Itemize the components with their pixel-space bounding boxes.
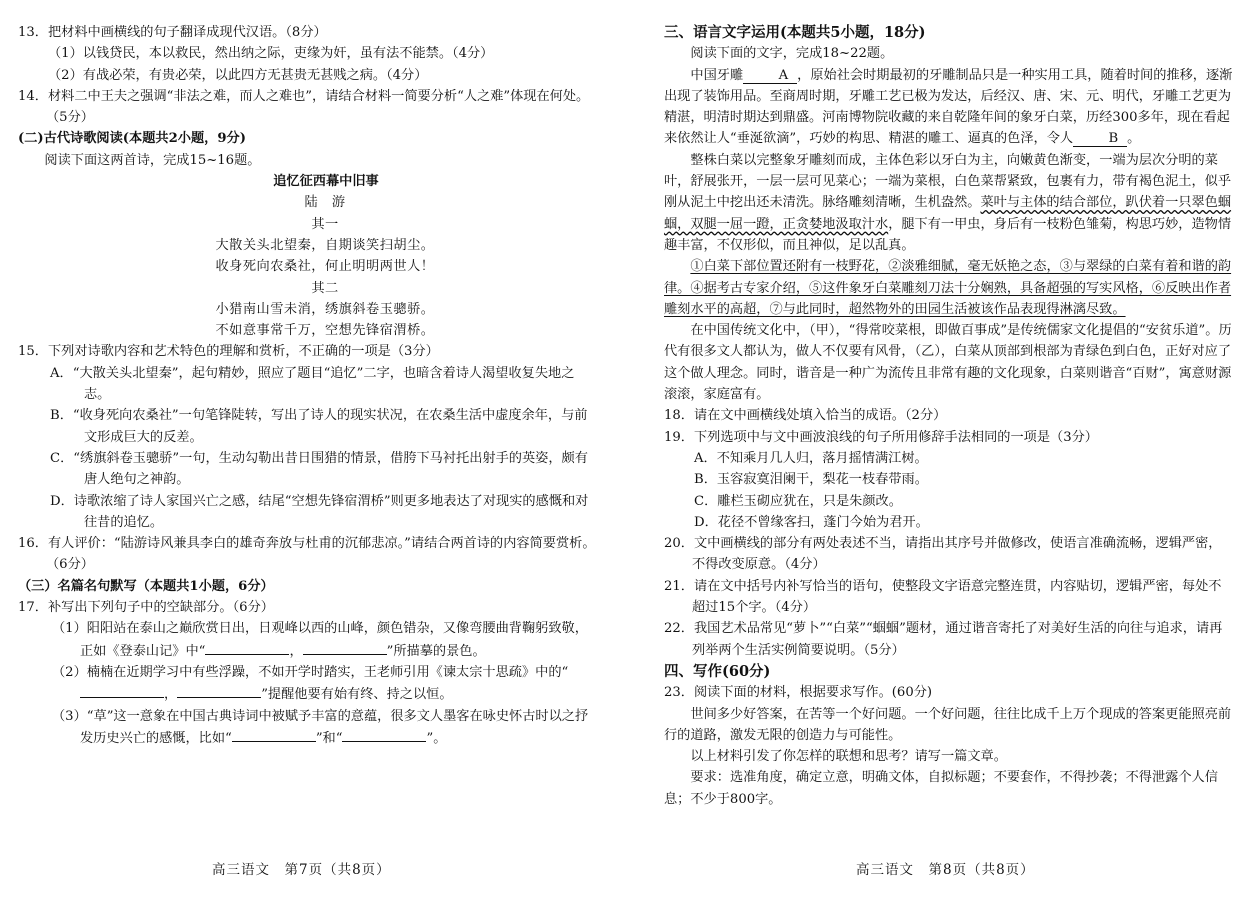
question-17: 17．补写出下列句子中的空缺部分。（6分） bbox=[18, 600, 274, 616]
poem-1-label: 其一 bbox=[311, 216, 339, 232]
q17-3-mid: ”和“ bbox=[315, 730, 343, 746]
p2-end: ，腿下有一甲虫，身后有一枝粉色雏菊，构思巧妙，造物情趣丰富，不仅形似，而且神似，足以乱真。 bbox=[664, 216, 1232, 253]
question-16: 16．有人评价：“陆游诗风兼具李白的雄奇奔放与杜甫的沉郁悲凉。”请结合两首诗的内容简要赏析。（6分） bbox=[18, 536, 596, 573]
underlined-sentences: ①白菜下部位置还附有一枝野花，②淡雅细腻，毫无妖艳之态，③与翠绿的白菜有着和谐的韵律。④据考古专家介绍，⑤这件象牙白菜雕刻刀法十分娴熟，具备超强的写实风格，⑥反映出作者雕刻水平的高超，⑦与此同时，超然物外的田园生活被该作品表现得淋漓尽致。 bbox=[664, 259, 1232, 317]
q17-2-tail: ”提醒他要有始有终、持之以恒。 bbox=[261, 687, 453, 703]
question-13: 13．把材料中画横线的句子翻译成现代汉语。（8分） bbox=[18, 25, 327, 40]
answer-blank[interactable] bbox=[303, 640, 387, 655]
p1-start: 中国牙雕 bbox=[690, 67, 744, 83]
right-page bbox=[664, 22, 1234, 810]
q17-1-tail: ”所描摹的景色。 bbox=[386, 643, 486, 659]
writing-prompt: 以上材料引发了你怎样的联想和思考？请写一篇文章。 bbox=[690, 749, 1007, 765]
question-17-part-3 bbox=[18, 706, 596, 750]
question-14: 14．材料二中王夫之强调“非法之难，而人之难也”，请结合材料一简要分析“人之难”体现在何处。（5分） bbox=[18, 88, 590, 126]
q17-3-text: （3）“草”这一意象在中国古典诗词中被赋予丰富的意蕴，很多文人墨客在咏史怀古时以之抒发历史兴亡的感慨，比如“ bbox=[52, 708, 589, 746]
question-17-part-2: （2）楠楠在近期学习中有些浮躁，不如开学时踏实，王老师引用《谏太宗十思疏》中的“， ”提醒他要有始有终、持之以恒。 bbox=[52, 664, 569, 703]
question-15: 15．下列对诗歌内容和艺术特色的理解和赏析，不正确的一项是（3分） bbox=[18, 344, 439, 360]
writing-requirements: 要求：选准角度，确定立意，明确文体，自拟标题；不要套作，不得抄袭；不得泄露个人信息；不少于800字。 bbox=[664, 770, 1218, 807]
question-19: 19．下列选项中与文中画波浪线的句子所用修辞手法相同的一项是（3分） bbox=[664, 429, 1098, 445]
poem-2-line-2: 不如意事常千万，空想先锋宿渭桥。 bbox=[215, 323, 435, 339]
passage-paragraph-4: 在中国传统文化中，（甲），“得常咬菜根，即做百事成”是传统儒家文化提倡的“安贫乐道”。历代有很多文人都认为，做人不仅要有风骨，（乙），白菜从顶部到根部为青绿色到白色，正好对应了这个做人理念。同时，谐音是一种广为流传且非常有趣的文化现象，白菜则谐音“百财”，寓意财源滚滚，家庭富有。 bbox=[664, 323, 1232, 403]
blank-a: A bbox=[743, 68, 797, 84]
p1-middle: ，原始社会时期最初的牙雕制品只是一种实用工具，随着时间的推移，逐渐出现了装饰用品。至商周时期，牙雕工艺已极为发达，后经汉、唐、宋、元、明代，牙雕工艺更为精湛，明清时期达到鼎盛。河南博物院收藏的来自乾隆年间的象牙白菜，历经300多年，现在看起来依然让人“垂涎欲滴”，巧妙的构思、精湛的雕工、逼真的色泽，令人 bbox=[664, 67, 1233, 147]
question-19-option-a: A．不知乘月几人归，落月摇情满江树。 bbox=[694, 450, 928, 466]
section-poetry-heading: (二)古代诗歌阅读(本题共2小题，9分) bbox=[18, 131, 246, 147]
question-19-option-c: C．雕栏玉砌应犹在，只是朱颜改。 bbox=[694, 493, 902, 509]
passage-paragraph-2 bbox=[664, 150, 1234, 256]
question-13-part-2: （2）有战必荣，有贵必荣，以此四方无甚贵无甚贱之病。（4分） bbox=[48, 67, 428, 83]
question-17-part-1: （1）阳阳站在泰山之巅欣赏日出，日观峰以西的山峰，颜色错杂，又像弯腰曲背鞠躬致敬，正如《登泰山记》中“ ， ”所描摹的景色。 bbox=[52, 621, 588, 659]
question-20: 20．文中画横线的部分有两处表述不当，请指出其序号并做修改，使语言准确流畅，逻辑严密，不得改变原意。（4分） bbox=[664, 536, 1222, 573]
question-19-option-b: B．玉容寂寞泪阑干，梨花一枝春带雨。 bbox=[694, 472, 928, 488]
question-15-option-d: D．诗歌浓缩了诗人家国兴亡之感，结尾“空想先锋宿渭桥”则更多地表达了对现实的感慨和对往昔的追忆。 bbox=[50, 493, 589, 530]
page-footer-right: 高三语文 第8页（共8页） bbox=[856, 862, 1035, 878]
q17-3-tail: ”。 bbox=[426, 730, 447, 746]
section-writing-heading: 四、写作(60分) bbox=[664, 662, 771, 680]
poem-1-line-1: 大散关头北望秦，自期谈笑扫胡尘。 bbox=[215, 237, 435, 253]
question-13-part-1: （1）以钱贷民，本以救民，然出纳之际，吏缘为奸，虽有法不能禁。（4分） bbox=[48, 46, 494, 62]
answer-blank[interactable] bbox=[80, 683, 164, 698]
left-page bbox=[18, 22, 596, 749]
answer-blank[interactable] bbox=[177, 683, 261, 698]
poem-2-line-1: 小猎南山雪未消，绣旗斜卷玉骢骄。 bbox=[215, 301, 435, 317]
blank-b: B bbox=[1073, 131, 1127, 147]
question-22: 22．我国艺术品常见“萝卜”“白菜”“蝈蝈”题材，通过谐音寄托了对美好生活的向往与追求，请再列举两个生活实例简要说明。（5分） bbox=[664, 621, 1223, 658]
language-intro: 阅读下面的文字，完成18~22题。 bbox=[690, 46, 894, 62]
question-19-option-d: D．花径不曾缘客扫，蓬门今始为君开。 bbox=[694, 514, 929, 530]
question-23: 23．阅读下面的材料，根据要求写作。(60分) bbox=[664, 685, 933, 701]
poetry-intro: 阅读下面这两首诗，完成15~16题。 bbox=[44, 152, 261, 168]
p1-end: 。 bbox=[1127, 131, 1141, 147]
poem-title: 追忆征西幕中旧事 bbox=[273, 174, 379, 190]
poem-1-line-2: 收身死向农桑社，何止明明两世人！ bbox=[215, 259, 435, 275]
question-15-option-c: C．“绣旗斜卷玉骢骄”一句，生动勾勒出昔日围猎的情景，借胯下马衬托出射手的英姿，颇有唐人绝句之神韵。 bbox=[50, 450, 588, 488]
passage-paragraph-3 bbox=[664, 256, 1234, 320]
question-15-option-a: A．“大散关头北望秦”，起句精妙，照应了题目“追忆”二字，也暗含着诗人渴望收复失地之志。 bbox=[50, 365, 575, 403]
answer-blank[interactable] bbox=[205, 640, 289, 655]
answer-blank[interactable] bbox=[232, 727, 316, 742]
wavy-underlined-sentence: 菜叶与主体的结合部位，趴伏着一只翠色蝈蝈，双腿一屈一蹬，正贪婪地汲取汁水 bbox=[664, 195, 1232, 232]
section-recitation-heading: （三）名篇名句默写（本题共1小题，6分） bbox=[18, 578, 274, 594]
section-language-heading: 三、语言文字运用(本题共5小题，18分) bbox=[664, 24, 926, 41]
q17-1-text: （1）阳阳站在泰山之巅欣赏日出，日观峰以西的山峰，颜色错杂，又像弯腰曲背鞠躬致敬，正如《登泰山记》中“ bbox=[52, 621, 588, 659]
poem-2-label: 其二 bbox=[311, 280, 339, 296]
question-21: 21．请在文中括号内补写恰当的语句，使整段文字语意完整连贯，内容贴切，逻辑严密，每处不超过15个字。（4分） bbox=[664, 578, 1222, 616]
p2-start: 整株白菜以完整象牙雕刻而成，主体色彩以牙白为主，向嫩黄色渐变，一端为层次分明的菜叶，舒展张开，一层一层可见菜心；一端为菜根，白色菜帮紧致，包裹有力，带有褐色泥土，似乎刚从泥土中挖出还未清洗。脉络雕刻清晰，生机盎然。 bbox=[664, 152, 1232, 211]
answer-blank[interactable] bbox=[342, 727, 426, 742]
writing-material: 世间多少好答案，在苦等一个好问题。一个好问题，往往比成千上万个现成的答案更能照亮前行的道路，激发无限的创造力与可能性。 bbox=[664, 706, 1232, 743]
question-15-option-b: B．“收身死向农桑社”一句笔锋陡转，写出了诗人的现实状况，在农桑生活中虚度余年，与前文形成巨大的反差。 bbox=[50, 408, 588, 445]
passage-paragraph-1 bbox=[664, 65, 1234, 150]
poem-author: 陆 游 bbox=[304, 195, 346, 211]
q17-2-text: （2）楠楠在近期学习中有些浮躁，不如开学时踏实，王老师引用《谏太宗十思疏》中的“ bbox=[52, 664, 569, 680]
page-footer-left: 高三语文 第7页（共8页） bbox=[212, 862, 391, 878]
question-18: 18．请在文中画横线处填入恰当的成语。（2分） bbox=[664, 408, 947, 424]
